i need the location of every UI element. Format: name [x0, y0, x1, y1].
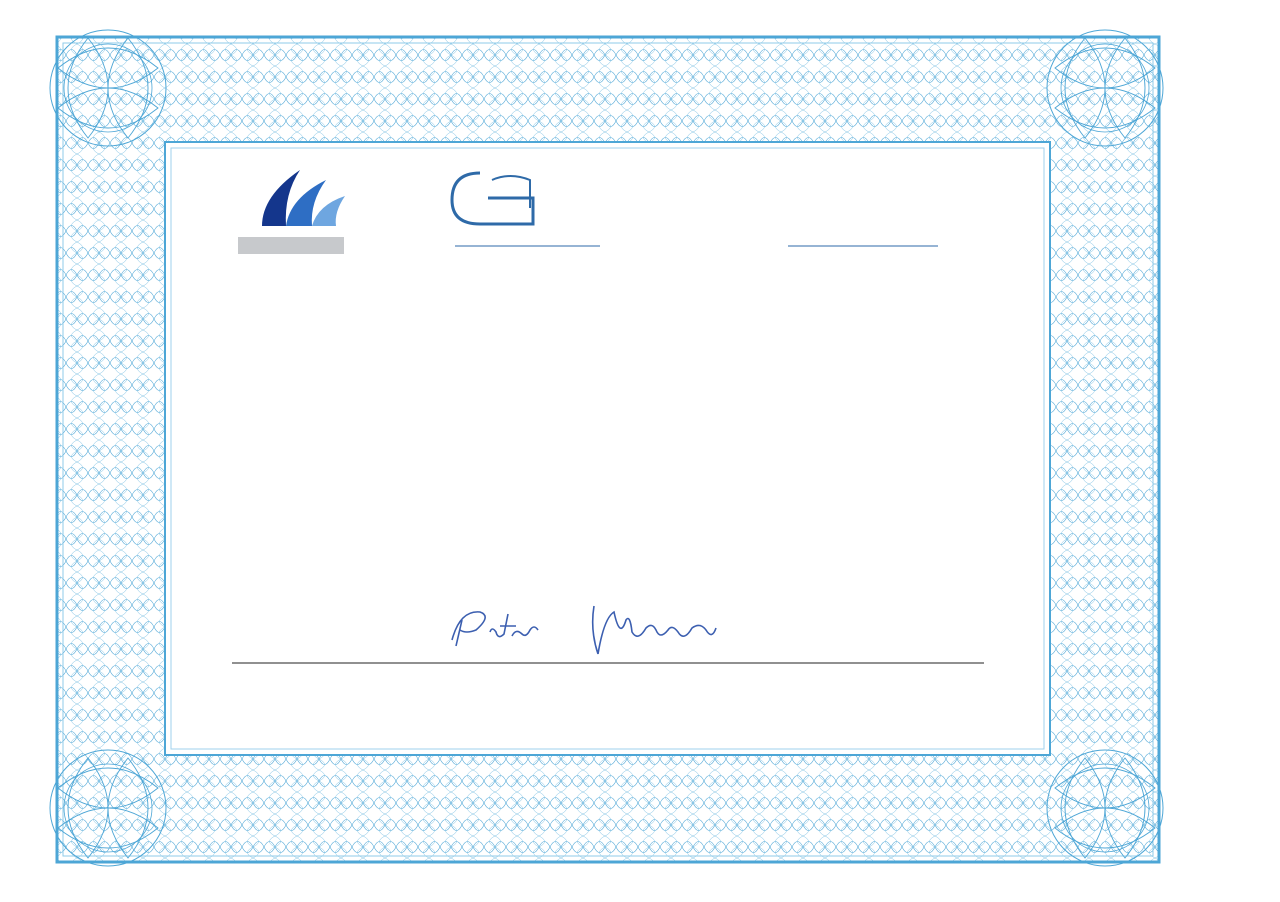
- dentaris-subtitle: [238, 237, 344, 254]
